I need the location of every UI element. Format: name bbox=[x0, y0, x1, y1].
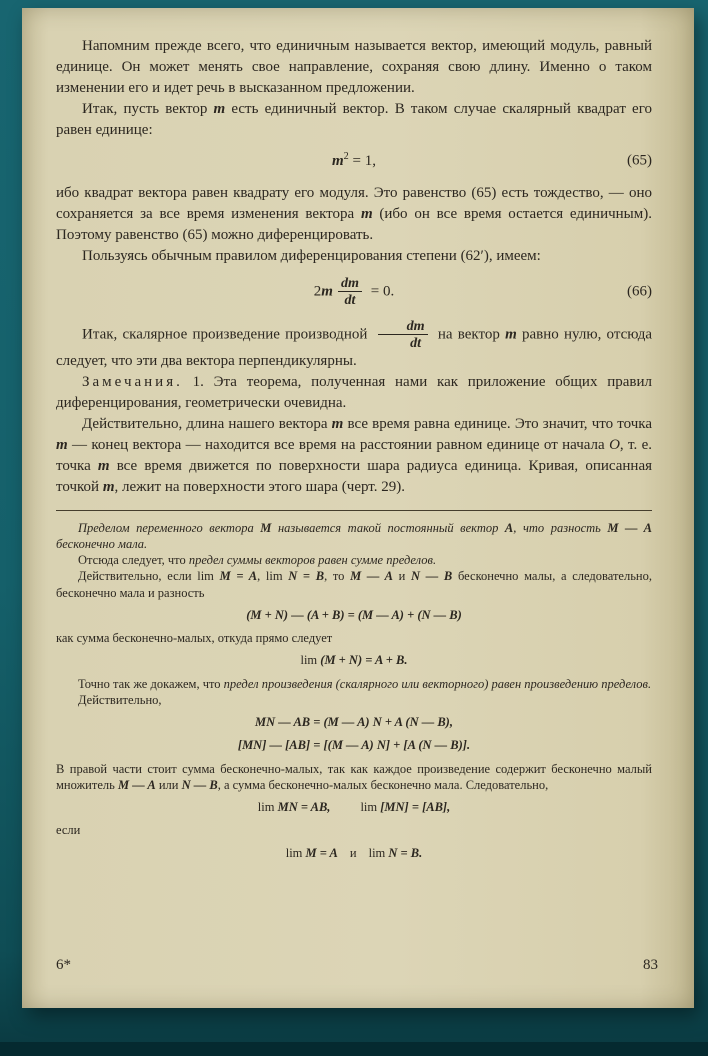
vector-m-symbol: m bbox=[321, 283, 333, 300]
paragraph-let-m-be-unit bbox=[56, 99, 652, 141]
book-page bbox=[22, 8, 694, 1008]
vector-m-symbol: m bbox=[331, 415, 344, 432]
equation-body: (M + N) — (A + B) = (M — A) + (N — B) bbox=[246, 607, 462, 622]
text-segment: все время равна единице. Это значит, что точка bbox=[343, 415, 652, 432]
text-segment: , а сумма бесконечно-малых бесконечно мала. Следовательно, bbox=[217, 777, 549, 792]
equation-vector-product-identity bbox=[56, 737, 652, 753]
equation-limit-of-products bbox=[56, 799, 652, 815]
equation-body: MN — AB = (M — A) N + A (N — B), bbox=[255, 715, 453, 729]
lim-operator: lim bbox=[257, 800, 278, 814]
paragraph-sphere-geometry bbox=[56, 414, 652, 498]
equation-number-66: (66) bbox=[627, 283, 652, 300]
text-segment: — конец вектора — находится все время на расстоянии равном единице от начала bbox=[67, 436, 610, 453]
lim-operator: lim bbox=[360, 800, 381, 814]
theorem-statement: предел произведения (скалярного или векторного) равен произведению пределов. bbox=[223, 676, 652, 691]
paragraph-unit-vector-intro: Напомним прежде всего, что единичным называется вектор, имеющий модуль, равный единице. Он может менять свое направление, сохраняя свою длину. Именно о таком изменении его и идет речь в высказанном предложении. bbox=[56, 38, 652, 96]
text-segment: и bbox=[392, 569, 412, 584]
text-segment: Действительно, длина нашего вектора bbox=[82, 415, 332, 432]
difference-M-A: M — A bbox=[350, 569, 393, 584]
paragraph-sum-limit-proof bbox=[56, 568, 652, 601]
equation-body: = 0. bbox=[366, 283, 395, 300]
difference-M-A: M — A bbox=[117, 777, 156, 792]
text-segment: Итак, пусть вектор bbox=[82, 101, 214, 117]
equation-body: [MN] — [AB] = [(M — A) N] + [A (N — B)]. bbox=[237, 738, 471, 753]
text-segment: , lim bbox=[257, 569, 289, 584]
equation-body: [MN] = [AB], bbox=[380, 800, 451, 814]
lim-operator: lim bbox=[368, 845, 389, 860]
text-segment: 1. Эта теорема, полученная нами как приложение общих правил диференцирования, геометрически очевидна. bbox=[56, 373, 652, 411]
fraction-denominator: dt bbox=[410, 335, 422, 352]
text-segment: бесконечно малы, а следовательно, бесконечно мала и разность bbox=[56, 569, 652, 600]
paragraph-product-limit-theorem bbox=[56, 676, 652, 692]
text-segment: бесконечно мала. bbox=[56, 536, 148, 551]
difference-M-A: M — A bbox=[607, 520, 652, 535]
fraction-numerator: dm bbox=[338, 276, 362, 292]
remarks-heading: Замечания. bbox=[82, 373, 183, 390]
text-segment: или bbox=[155, 777, 182, 792]
vector-m-symbol: m bbox=[332, 153, 344, 169]
paragraph-limit-definition bbox=[56, 520, 652, 553]
text-segment: В правой части стоит сумма бесконечно-малых, так как каждое произведение содержит бесконечно малый множитель bbox=[56, 761, 652, 792]
limit-N-B: N = B bbox=[288, 569, 325, 584]
vector-m-symbol: m bbox=[56, 436, 68, 453]
vector-m-symbol: m bbox=[213, 101, 226, 117]
paragraph-if: если bbox=[56, 823, 81, 838]
text-segment: на вектор bbox=[432, 326, 506, 343]
fraction-dm-dt bbox=[338, 276, 362, 308]
equation-65 bbox=[56, 150, 652, 172]
text-segment: Точно так же докажем, что bbox=[78, 676, 224, 691]
text-segment: , т. е. точка bbox=[56, 436, 652, 474]
equation-body: N = B. bbox=[388, 845, 423, 860]
text-segment: , то bbox=[324, 569, 351, 584]
paragraph-indeed: Действительно, bbox=[78, 692, 162, 707]
coefficient: 2 bbox=[313, 283, 322, 300]
paragraph-remarks bbox=[56, 372, 652, 414]
paragraph-identity-65 bbox=[56, 183, 652, 246]
text-column bbox=[56, 36, 652, 868]
limit-M-A: M = A bbox=[219, 569, 258, 584]
text-segment: все время движется по поверхности шара радиуса единица. Кривая, описанная точкой bbox=[56, 457, 652, 495]
text-segment: Пределом переменного вектора bbox=[78, 520, 261, 535]
equation-body: MN = AB, bbox=[277, 800, 331, 814]
equation-limit-of-sum bbox=[56, 652, 652, 668]
vector-m-symbol: m bbox=[97, 457, 110, 474]
section-divider bbox=[56, 510, 652, 511]
text-segment: Итак, скалярное произведение производной bbox=[82, 326, 373, 343]
text-segment: есть единичный вектор. В таком случае скалярный квадрат его равен единице: bbox=[56, 101, 652, 138]
equation-body: M = A bbox=[305, 845, 338, 860]
difference-N-B: N — B bbox=[411, 569, 453, 584]
vector-M-symbol: M bbox=[260, 520, 272, 535]
book-bottom-edge bbox=[0, 1042, 708, 1056]
page-footer bbox=[56, 957, 658, 974]
lim-operator: lim bbox=[300, 653, 321, 668]
equation-body: (M + N) = A + B. bbox=[320, 653, 408, 668]
fraction-denominator: dt bbox=[344, 292, 356, 309]
text-segment: (ибо он все время остается единичным). Поэтому равенство (65) можно диференцировать. bbox=[56, 206, 652, 243]
vector-m-symbol: m bbox=[360, 206, 373, 222]
vector-m-symbol: m bbox=[102, 478, 115, 495]
paragraph-right-side-infinitesimal bbox=[56, 761, 652, 794]
paragraph-sum-limit-theorem bbox=[56, 552, 652, 568]
equation-sum-difference bbox=[56, 607, 652, 623]
text-segment: Действительно, если lim bbox=[78, 569, 220, 584]
origin-o-symbol: O bbox=[609, 436, 620, 453]
paragraph-perpendicular-conclusion bbox=[56, 319, 652, 372]
equation-number-65: (65) bbox=[627, 152, 652, 169]
theorem-statement: предел суммы векторов равен сумме пределов. bbox=[188, 553, 437, 567]
text-segment: , что разность bbox=[513, 520, 608, 535]
text-segment: Отсюда следует, что bbox=[78, 553, 189, 567]
text-segment: , лежит на поверхности этого шара (черт. 29). bbox=[114, 478, 405, 495]
exponent: 2 bbox=[343, 151, 349, 162]
page-number: 83 bbox=[643, 957, 658, 973]
equation-body: = 1, bbox=[348, 153, 376, 169]
equation-scalar-product-identity bbox=[56, 714, 652, 730]
conjunction-and: и bbox=[349, 845, 357, 860]
fine-print-section bbox=[56, 520, 652, 861]
text-segment: равно нулю, отсюда следует, что эти два вектора перпендикулярны. bbox=[56, 326, 652, 369]
fraction-dm-dt-inline bbox=[378, 319, 428, 351]
text-segment: называется такой постоянный вектор bbox=[271, 520, 505, 535]
equation-limit-conditions bbox=[56, 845, 652, 861]
paragraph-differentiation-rule: Пользуясь обычным правилом диференцирования степени (62′), имеем: bbox=[82, 248, 541, 264]
vector-A-symbol: A bbox=[504, 520, 514, 535]
lim-operator: lim bbox=[285, 845, 306, 860]
text-segment: ибо квадрат вектора равен квадрату его модуля. Это равенство (65) есть тождество, — оно сохраняется за все время изменения вектора bbox=[56, 185, 652, 222]
paragraph-infinitesimal-sum: как сумма бесконечно-малых, откуда прямо следует bbox=[56, 631, 333, 645]
difference-N-B: N — B bbox=[181, 777, 218, 792]
vector-m-symbol: m bbox=[505, 326, 517, 343]
signature-mark: 6* bbox=[56, 957, 71, 973]
fraction-numerator: dm bbox=[378, 319, 428, 335]
equation-66 bbox=[56, 276, 652, 308]
